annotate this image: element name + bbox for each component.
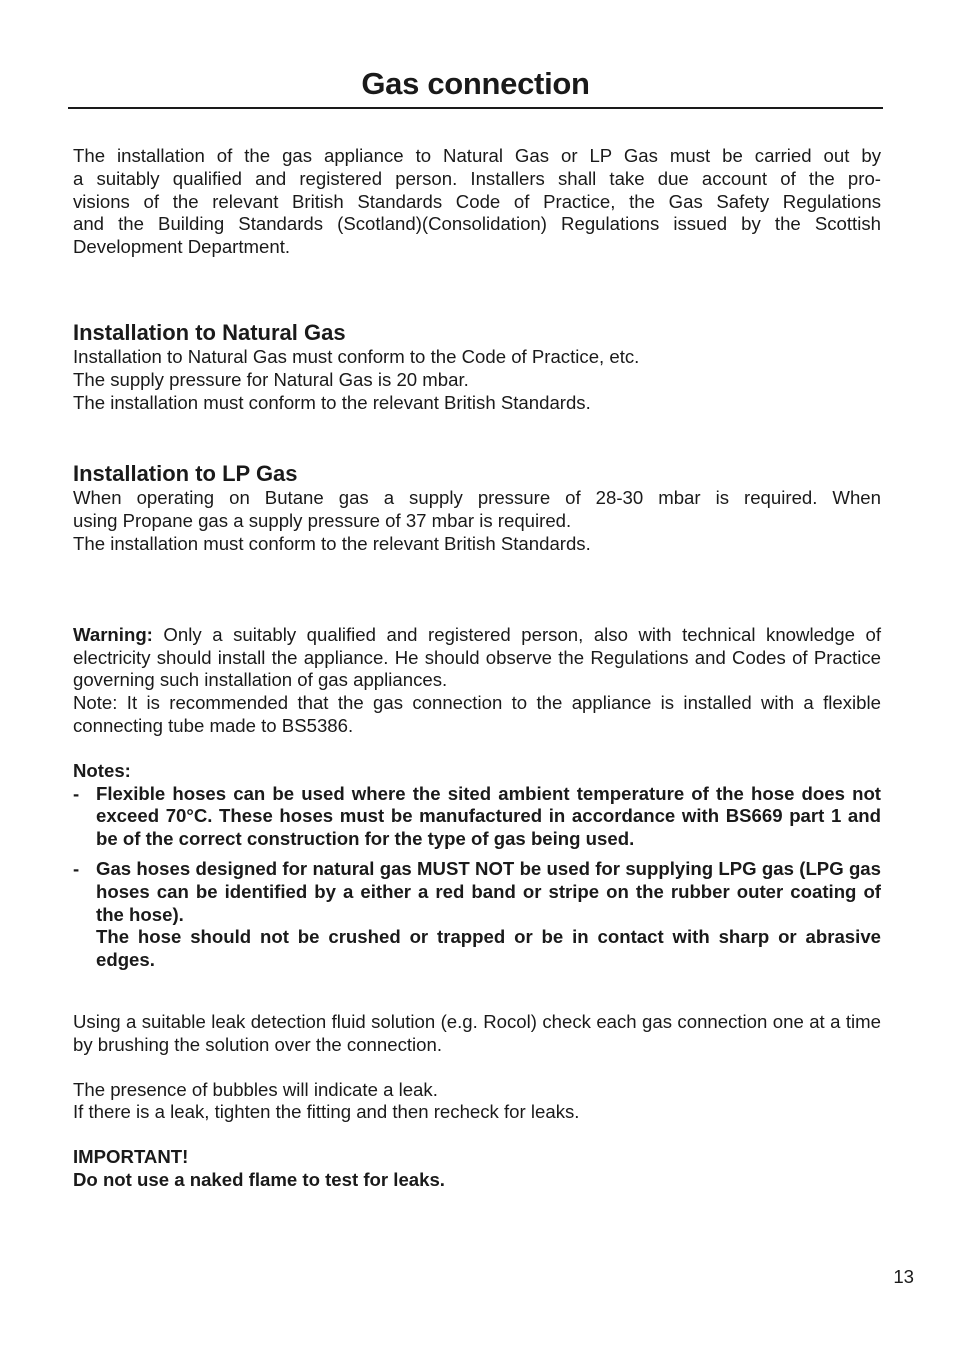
warning-paragraph <box>73 624 881 692</box>
list-item <box>73 858 881 972</box>
page-title: Gas connection <box>361 66 590 101</box>
important-text: Do not use a naked flame to test for leaks. <box>73 1168 445 1190</box>
note-text: The hose should not be crushed or trapped or be in contact with sharp or abrasive edges. <box>96 926 881 971</box>
bubbles-line: The presence of bubbles will indicate a leak. <box>73 1078 438 1100</box>
natural-gas-line: The installation must conform to the relevant British Standards. <box>73 391 591 413</box>
warning-text: Only a suitably qualified and registered person, also with technical knowledge of electricity should install the appliance. He should observe the Regulations and Codes of Practice governing such installation of gas appliances. <box>73 623 881 691</box>
section-leak-test <box>73 1011 881 1124</box>
warning-note: Note: It is recommended that the gas connection to the appliance is installed with a flexible connecting tube made to BS5386. <box>73 692 881 736</box>
intro-line: Development Department. <box>73 236 291 258</box>
intro-line: visions of the relevant British Standards Code of Practice, the Gas Safety Regulations <box>73 190 881 212</box>
document-body <box>73 145 881 1192</box>
natural-gas-line: Installation to Natural Gas must conform to the Code of Practice, etc. <box>73 345 640 367</box>
intro-line: and the Building Standards (Scotland)(Consolidation) Regulations issued by the Scottish <box>73 213 881 235</box>
lp-gas-line: The installation must conform to the relevant British Standards. <box>73 532 591 554</box>
important-heading: IMPORTANT! <box>73 1146 189 1168</box>
natural-gas-heading: Installation to Natural Gas <box>73 319 346 345</box>
title-underline <box>68 107 883 109</box>
notes-list <box>73 783 881 972</box>
section-important <box>73 1146 881 1192</box>
intro-line: a suitably qualified and registered person. Installers shall take due account of the pro- <box>73 167 881 189</box>
lp-gas-heading: Installation to LP Gas <box>73 461 298 487</box>
fix-line: If there is a leak, tighten the fitting and then recheck for leaks. <box>73 1101 580 1123</box>
notes-heading: Notes: <box>73 759 131 781</box>
intro-line: The installation of the gas appliance to Natural Gas or LP Gas must be carried out by <box>73 145 881 166</box>
warning-label: Warning: <box>73 623 153 645</box>
leak-test-paragraph: Using a suitable leak detection fluid solution (e.g. Rocol) check each gas connection one at a time by brushing the solution over the connection. <box>73 1010 881 1055</box>
dash-bullet: - <box>73 782 80 804</box>
lp-gas-line: using Propane gas a supply pressure of 37 mbar is required. <box>73 510 572 532</box>
section-lp-gas <box>73 461 881 555</box>
section-notes <box>73 760 881 972</box>
list-item <box>73 783 881 851</box>
page-number: 13 <box>893 1266 914 1287</box>
natural-gas-line: The supply pressure for Natural Gas is 20 mbar. <box>73 368 469 390</box>
dash-bullet: - <box>73 857 80 879</box>
note-text: Flexible hoses can be used where the sited ambient temperature of the hose does not exceed 70°C. These hoses must be manufactured in accordance with BS669 part 1 and be of the correct construction for the type of gas being used. <box>96 782 881 850</box>
note-text: Gas hoses designed for natural gas MUST NOT be used for supplying LPG gas (LPG gas hoses can be identified by a either a red band or stripe on the rubber outer coating of the hose). <box>96 857 881 925</box>
section-natural-gas <box>73 320 881 414</box>
intro-paragraph <box>73 145 881 259</box>
lp-gas-line: When operating on Butane gas a supply pressure of 28-30 mbar is required. When <box>73 487 881 509</box>
section-warning <box>73 624 881 738</box>
